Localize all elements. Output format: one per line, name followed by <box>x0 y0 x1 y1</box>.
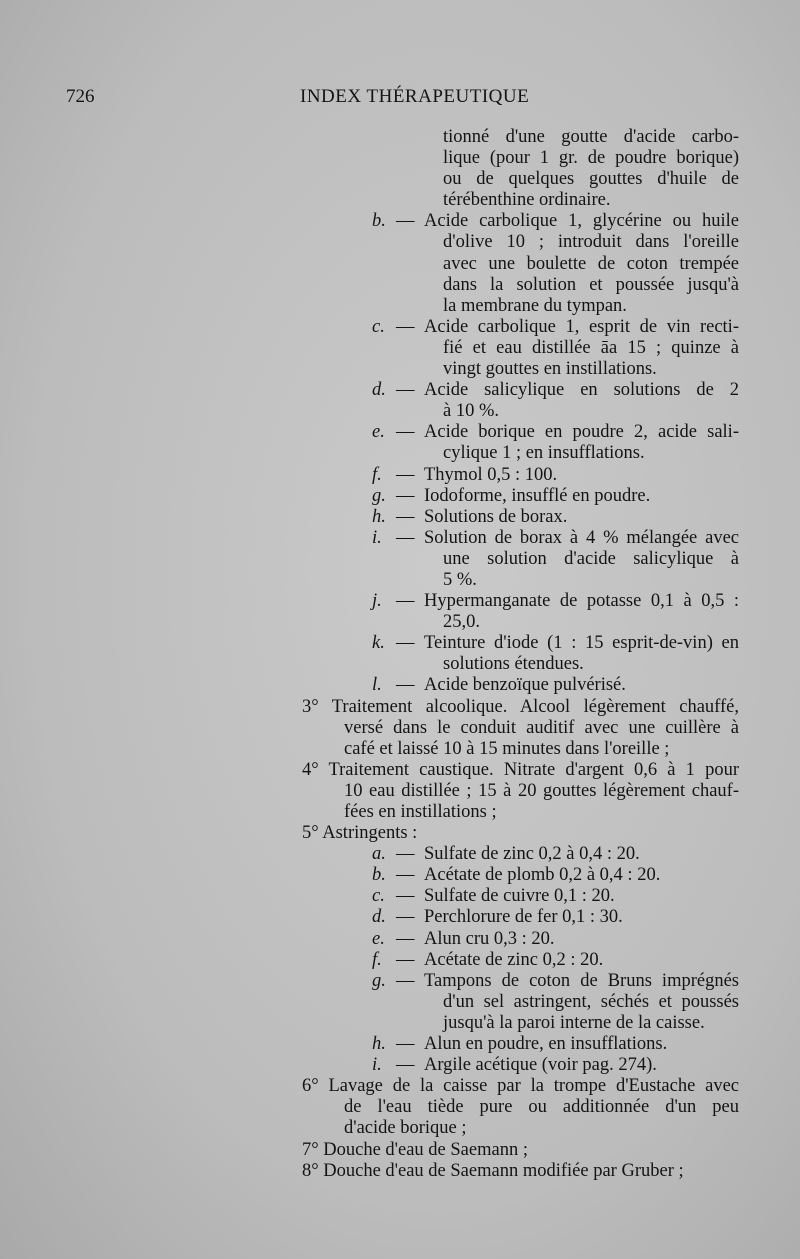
line-text: cylique 1 ; en insufflations. <box>443 443 645 464</box>
line-text: Perchlorure de fer 0,1 : 30. <box>424 907 623 928</box>
line-text: Acide benzoïque pulvérisé. <box>424 675 626 696</box>
line-text: solutions étendues. <box>443 654 584 675</box>
line-text: de l'eau tiède pure ou additionnée d'un peu <box>344 1097 739 1118</box>
line-text: 8° Douche d'eau de Saemann modifiée par Gruber ; <box>302 1160 684 1181</box>
item-letter: f. <box>372 464 382 485</box>
page-header <box>0 86 800 110</box>
list-item-line <box>0 1034 800 1055</box>
item-dash: — <box>396 485 415 506</box>
item-letter: c. <box>372 316 385 337</box>
item-dash: — <box>396 527 415 548</box>
item-dash: — <box>396 675 415 696</box>
item-letter: e. <box>372 928 385 949</box>
numbered-paragraph-line <box>0 760 800 781</box>
text-line <box>0 127 800 148</box>
item-letter: h. <box>372 1034 386 1055</box>
item-dash: — <box>396 907 415 928</box>
item-letter: b. <box>372 211 386 232</box>
item-letter: i. <box>372 527 382 548</box>
text-line <box>0 275 800 296</box>
line-text: fié et eau distillée āa 15 ; quinze à <box>443 337 739 358</box>
item-dash: — <box>396 633 415 654</box>
line-text: 3° Traitement alcoolique. Alcool légèrement chauffé, <box>302 696 739 717</box>
list-item-line <box>0 317 800 338</box>
item-dash: — <box>396 591 415 612</box>
item-dash: — <box>396 422 415 443</box>
line-text: Teinture d'iode (1 : 15 esprit-de-vin) en <box>424 633 739 654</box>
text-line <box>0 1013 800 1034</box>
line-text: Acétate de plomb 0,2 à 0,4 : 20. <box>424 865 661 886</box>
line-text: tionné d'une goutte d'acide carbo- <box>443 127 739 147</box>
item-letter: f. <box>372 949 382 970</box>
text-line <box>0 549 800 570</box>
item-letter: a. <box>372 844 386 865</box>
line-text: d'un sel astringent, séchés et poussés <box>443 991 739 1012</box>
text-line <box>0 254 800 275</box>
line-text: Alun cru 0,3 : 20. <box>424 928 555 949</box>
text-line <box>0 718 800 739</box>
line-text: Acétate de zinc 0,2 : 20. <box>424 949 604 970</box>
page-number: 726 <box>66 86 95 107</box>
text-line <box>0 190 800 211</box>
text-line <box>0 802 800 823</box>
line-text: 4° Traitement caustique. Nitrate d'argent 0,6 à 1 pour <box>302 759 739 780</box>
line-text: Acide borique en poudre 2, acide sali- <box>424 422 739 443</box>
line-text: Alun en poudre, en insufflations. <box>424 1034 668 1055</box>
line-text: Sulfate de zinc 0,2 à 0,4 : 20. <box>424 844 640 865</box>
item-letter: e. <box>372 422 385 443</box>
line-text: 7° Douche d'eau de Saemann ; <box>302 1139 528 1160</box>
line-text: 25,0. <box>443 612 480 633</box>
text-line <box>0 359 800 380</box>
text-line <box>0 443 800 464</box>
item-dash: — <box>396 949 415 970</box>
line-text: versé dans le conduit auditif avec une cuillère à <box>344 717 739 738</box>
line-text: Argile acétique (voir pag. 274). <box>424 1055 657 1076</box>
list-item-line <box>0 675 800 696</box>
text-line <box>0 296 800 317</box>
item-dash: — <box>396 844 415 865</box>
line-text: fées en instillations ; <box>344 802 497 822</box>
text-line <box>0 401 800 422</box>
item-letter: c. <box>372 886 385 907</box>
line-text: jusqu'à la paroi interne de la caisse. <box>443 1012 705 1033</box>
text-line <box>0 1097 800 1118</box>
text-line <box>0 148 800 169</box>
list-item-line <box>0 380 800 401</box>
list-item-line <box>0 465 800 486</box>
line-text: 6° Lavage de la caisse par la trompe d'Eustache avec <box>302 1076 739 1097</box>
list-item-line <box>0 844 800 865</box>
item-dash: — <box>396 1034 415 1055</box>
list-item-line <box>0 971 800 992</box>
text-line <box>0 739 800 760</box>
list-item-line <box>0 633 800 654</box>
list-item-line <box>0 886 800 907</box>
text-line <box>0 338 800 359</box>
list-item-line <box>0 865 800 886</box>
line-text: une solution d'acide salicylique à <box>443 548 739 569</box>
item-dash: — <box>396 464 415 485</box>
list-item-line <box>0 486 800 507</box>
item-dash: — <box>396 506 415 527</box>
item-letter: h. <box>372 506 386 527</box>
list-item-line <box>0 1055 800 1076</box>
numbered-paragraph-line <box>0 1076 800 1097</box>
page-body-text <box>0 127 800 1182</box>
item-letter: k. <box>372 633 385 654</box>
numbered-paragraph-line <box>0 697 800 718</box>
line-text: vingt gouttes en instillations. <box>443 359 657 380</box>
text-line <box>0 781 800 802</box>
line-text: Hypermanganate de potasse 0,1 à 0,5 : <box>424 591 739 612</box>
item-dash: — <box>396 865 415 886</box>
item-letter: d. <box>372 907 386 928</box>
item-letter: d. <box>372 380 386 401</box>
text-line <box>0 232 800 253</box>
item-dash: — <box>396 211 415 232</box>
line-text: Iodoforme, insufflé en poudre. <box>424 485 651 506</box>
running-title: INDEX THÉRAPEUTIQUE <box>300 86 530 107</box>
list-item-line <box>0 211 800 232</box>
text-line <box>0 654 800 675</box>
item-letter: b. <box>372 865 386 886</box>
list-item-line <box>0 507 800 528</box>
line-text: la membrane du tympan. <box>443 295 627 316</box>
item-letter: g. <box>372 485 386 506</box>
item-dash: — <box>396 380 415 401</box>
line-text: d'acide borique ; <box>344 1118 467 1139</box>
line-text: ou de quelques gouttes d'huile de <box>443 169 739 190</box>
text-line <box>0 570 800 591</box>
text-line <box>0 992 800 1013</box>
line-text: 5° Astringents : <box>302 823 418 844</box>
item-letter: j. <box>372 591 382 612</box>
line-text: Thymol 0,5 : 100. <box>424 464 558 485</box>
item-dash: — <box>396 970 415 991</box>
numbered-paragraph-line <box>0 1161 800 1182</box>
line-text: Acide salicylique en solutions de 2 <box>424 380 739 401</box>
list-item-line <box>0 907 800 928</box>
list-item-line <box>0 422 800 443</box>
line-text: 5 %. <box>443 569 477 590</box>
item-letter: g. <box>372 970 386 991</box>
item-letter: l. <box>372 675 382 696</box>
list-item-line <box>0 591 800 612</box>
list-item-line <box>0 929 800 950</box>
line-text: Acide carbolique 1, esprit de vin recti- <box>424 316 739 337</box>
item-dash: — <box>396 316 415 337</box>
line-text: café et laissé 10 à 15 minutes dans l'oreille ; <box>344 738 670 759</box>
line-text: à 10 %. <box>443 401 499 422</box>
item-letter: i. <box>372 1055 382 1076</box>
text-line <box>0 169 800 190</box>
line-text: avec une boulette de coton trempée <box>443 253 739 274</box>
text-line <box>0 1118 800 1139</box>
item-dash: — <box>396 1055 415 1076</box>
line-text: lique (pour 1 gr. de poudre borique) <box>443 148 739 169</box>
line-text: Tampons de coton de Bruns imprégnés <box>424 970 739 991</box>
line-text: Sulfate de cuivre 0,1 : 20. <box>424 886 615 907</box>
list-item-line <box>0 528 800 549</box>
numbered-paragraph-line <box>0 1140 800 1161</box>
line-text: Solutions de borax. <box>424 506 568 527</box>
item-dash: — <box>396 886 415 907</box>
item-dash: — <box>396 928 415 949</box>
list-item-line <box>0 950 800 971</box>
line-text: térébenthine ordinaire. <box>443 190 611 211</box>
line-text: d'olive 10 ; introduit dans l'oreille <box>443 232 739 253</box>
numbered-paragraph-line <box>0 823 800 844</box>
line-text: 10 eau distillée ; 15 à 20 gouttes légèrement chauf- <box>344 780 739 801</box>
line-text: dans la solution et poussée jusqu'à <box>443 274 739 295</box>
line-text: Acide carbolique 1, glycérine ou huile <box>424 211 739 232</box>
line-text: Solution de borax à 4 % mélangée avec <box>424 527 739 548</box>
text-line <box>0 612 800 633</box>
